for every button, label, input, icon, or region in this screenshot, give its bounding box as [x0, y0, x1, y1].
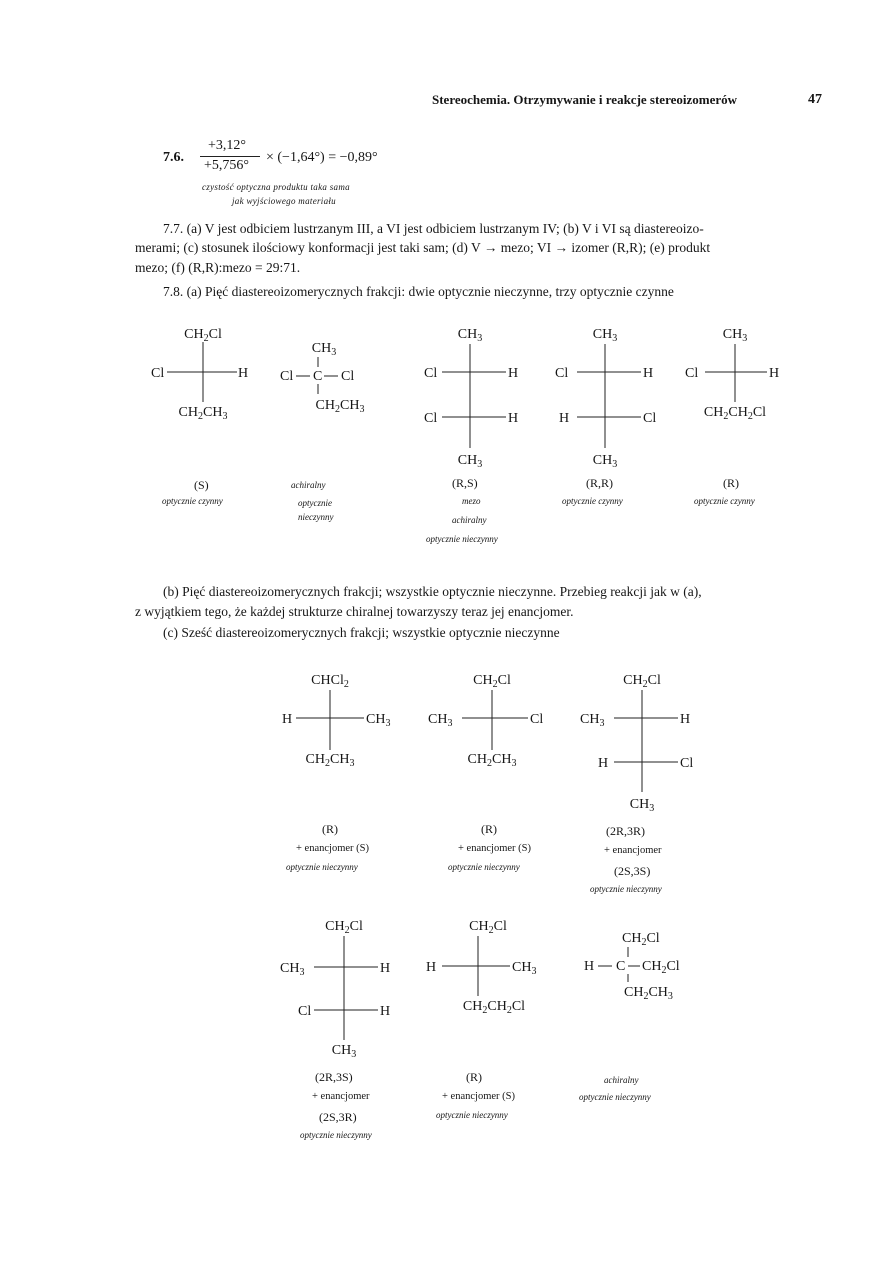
- svg-text:CH3: $CH_3$: [592, 453, 618, 470]
- a1-activity: optycznie czynny: [162, 496, 223, 506]
- svg-text:CH2Cl: $CH_2Cl$: [469, 919, 507, 936]
- svg-text:H: H: [643, 366, 654, 381]
- svg-text:CH2CH3: $CH_2CH_3$: [624, 985, 673, 1002]
- eq-denominator: +5,756°: [204, 158, 249, 173]
- a1-top: $CH_2Cl$: [184, 327, 222, 344]
- a3-activity-3: optycznie nieczynny: [426, 534, 498, 544]
- svg-text:CH3: $CH_3$: [331, 1043, 357, 1060]
- svg-text:CH3: $CH_3$: [428, 712, 453, 729]
- svg-text:H: H: [769, 366, 780, 381]
- eq-note-2: jak wyjściowego materiału: [232, 196, 336, 206]
- running-header: Stereochemia. Otrzymywanie i reakcje stereoizomerów: [432, 92, 738, 107]
- answer-7-8b-line-2: z wyjątkiem tego, że każdej strukturze chiralnej towarzyszy teraz jej enancjomer.: [135, 604, 574, 619]
- svg-text:H: H: [680, 712, 691, 727]
- svg-text:Cl: Cl: [424, 411, 438, 426]
- svg-text:C: C: [616, 959, 626, 974]
- structure-a1: [145, 320, 265, 425]
- svg-text:CH2CH3: $CH_2CH_3$: [467, 752, 517, 769]
- answer-7-6-label: 7.6.: [163, 150, 184, 165]
- a2-center: C: [313, 369, 323, 384]
- svg-text:H: H: [380, 961, 391, 976]
- structure-c2: [428, 662, 558, 777]
- a4-config: (R,R): [586, 476, 613, 490]
- c3-activity: optycznie nieczynny: [590, 884, 662, 894]
- structure-c5: [424, 912, 564, 1027]
- svg-text:CH2Cl: $CH_2Cl$: [642, 959, 680, 976]
- c3-enantiomer-config: (2S,3S): [614, 864, 651, 878]
- svg-text:CH3: $CH_3$: [592, 327, 618, 344]
- svg-text:H: H: [282, 712, 293, 727]
- svg-text:CH3: $CH_3$: [457, 327, 483, 344]
- fraction-bar: [200, 156, 260, 157]
- svg-text:CHCl2: CHCl$_2$: [311, 673, 349, 690]
- svg-text:CH3: $CH_3$: [580, 712, 605, 729]
- svg-text:H: H: [508, 411, 519, 426]
- svg-text:Cl: Cl: [685, 366, 699, 381]
- a1-right: H: [238, 366, 249, 381]
- a2-activity-2: nieczynny: [298, 512, 334, 522]
- c1-enantiomer: + enancjomer (S): [296, 843, 369, 854]
- svg-text:CH2CH3: $CH_2CH_3$: [315, 398, 365, 415]
- c5-activity: optycznie nieczynny: [436, 1110, 508, 1120]
- structure-a5: [683, 320, 823, 435]
- svg-text:H: H: [380, 1004, 391, 1019]
- structure-a4: [555, 320, 665, 475]
- svg-text:Cl: Cl: [680, 756, 694, 771]
- eq-numerator: +3,12°: [208, 138, 246, 153]
- eq-note-1: czystość optyczna produktu taka sama: [202, 182, 350, 192]
- svg-text:CH3: $CH_3$: [280, 961, 305, 978]
- svg-text:CH3: $CH_3$: [722, 327, 748, 344]
- answer-7-7-line-2: merami; (c) stosunek ilościowy konformacji jest taki sam; (d) V → mezo; VI → izomer (R,R); (e) produkt: [135, 240, 711, 255]
- structure-a2: [280, 330, 390, 425]
- a5-config: (R): [723, 476, 739, 490]
- a3-activity-1: mezo: [462, 496, 481, 506]
- c4-enantiomer: + enancjomer: [312, 1091, 370, 1102]
- a3-activity-2: achiralny: [452, 515, 487, 525]
- svg-text:CH2CH3: $CH_2CH_3$: [305, 752, 355, 769]
- a2-right: Cl: [341, 369, 355, 384]
- svg-text:CH3: $CH_3$: [629, 797, 655, 814]
- c5-enantiomer: + enancjomer (S): [442, 1091, 515, 1102]
- svg-text:H: H: [559, 411, 570, 426]
- c6-config: achiralny: [604, 1075, 639, 1085]
- svg-text:CH2CH2Cl: $CH_2CH_2Cl$: [462, 999, 526, 1016]
- c2-config: (R): [481, 822, 497, 836]
- answer-7-8b-line-1: (b) Pięć diastereoizomerycznych frakcji; wszystkie optycznie nieczynne. Przebieg reakcji jak w (a),: [163, 584, 702, 599]
- page-number: 47: [808, 92, 822, 107]
- c2-activity: optycznie nieczynny: [448, 862, 520, 872]
- structure-c4: [280, 912, 410, 1067]
- answer-7-8a-intro: 7.8. (a) Pięć diastereoizomerycznych frakcji: dwie optycznie nieczynne, trzy optycznie czynne: [163, 284, 674, 299]
- c1-config: (R): [322, 822, 338, 836]
- a3-config: (R,S): [452, 476, 478, 490]
- c5-config: (R): [466, 1070, 482, 1084]
- answer-7-7-line-3: mezo; (f) (R,R):mezo = 29:71.: [135, 260, 301, 275]
- structure-a3: [420, 320, 530, 475]
- a2-left: Cl: [280, 369, 294, 384]
- svg-text:CH3: $CH_3$: [311, 341, 337, 358]
- svg-text:Cl: Cl: [643, 411, 657, 426]
- svg-text:Cl: Cl: [530, 712, 544, 727]
- c3-enantiomer: + enancjomer: [604, 845, 662, 856]
- eq-rest: × (−1,64°) = −0,89°: [266, 150, 378, 165]
- c4-enantiomer-config: (2S,3R): [319, 1110, 357, 1124]
- a2-activity-1: optycznie: [298, 498, 332, 508]
- c4-activity: optycznie nieczynny: [300, 1130, 372, 1140]
- svg-text:H: H: [508, 366, 519, 381]
- c4-config: (2R,3S): [315, 1070, 353, 1084]
- svg-text:CH3: $CH_3$: [366, 712, 391, 729]
- a2-config: achiralny: [291, 480, 326, 490]
- svg-text:Cl: Cl: [298, 1004, 312, 1019]
- svg-text:Cl: Cl: [424, 366, 438, 381]
- svg-text:CH2Cl: $CH_2Cl$: [473, 673, 511, 690]
- svg-text:CH2Cl: $CH_2Cl$: [622, 931, 660, 948]
- a1-left: Cl: [151, 366, 165, 381]
- svg-text:CH3: $CH_3$: [512, 960, 537, 977]
- svg-text:H: H: [584, 959, 595, 974]
- answer-7-7-line-1: 7.7. (a) V jest odbiciem lustrzanym III, a VI jest odbiciem lustrzanym IV; (b) V i VI są diastereoizo-: [163, 221, 704, 236]
- c2-enantiomer: + enancjomer (S): [458, 843, 531, 854]
- a4-activity: optycznie czynny: [562, 496, 623, 506]
- svg-text:CH2CH2Cl: $CH_2CH_2Cl$: [703, 405, 767, 422]
- c1-activity: optycznie nieczynny: [286, 862, 358, 872]
- svg-text:H: H: [598, 756, 609, 771]
- c3-config: (2R,3R): [606, 824, 645, 838]
- svg-text:H: H: [426, 960, 437, 975]
- structure-c1: [280, 662, 410, 777]
- svg-text:CH3: $CH_3$: [457, 453, 483, 470]
- structure-c3: [580, 662, 710, 827]
- svg-text:Cl: Cl: [555, 366, 569, 381]
- structure-c6: [584, 920, 714, 1015]
- a1-config: (S): [194, 478, 209, 492]
- a5-activity: optycznie czynny: [694, 496, 755, 506]
- answer-7-8c-intro: (c) Sześć diastereoizomerycznych frakcji; wszystkie optycznie nieczynne: [163, 625, 560, 640]
- c6-activity: optycznie nieczynny: [579, 1092, 651, 1102]
- svg-text:CH2Cl: $CH_2Cl$: [325, 919, 363, 936]
- a1-bottom: $CH_2CH_3$: [178, 405, 228, 422]
- svg-text:CH2Cl: $CH_2Cl$: [623, 673, 661, 690]
